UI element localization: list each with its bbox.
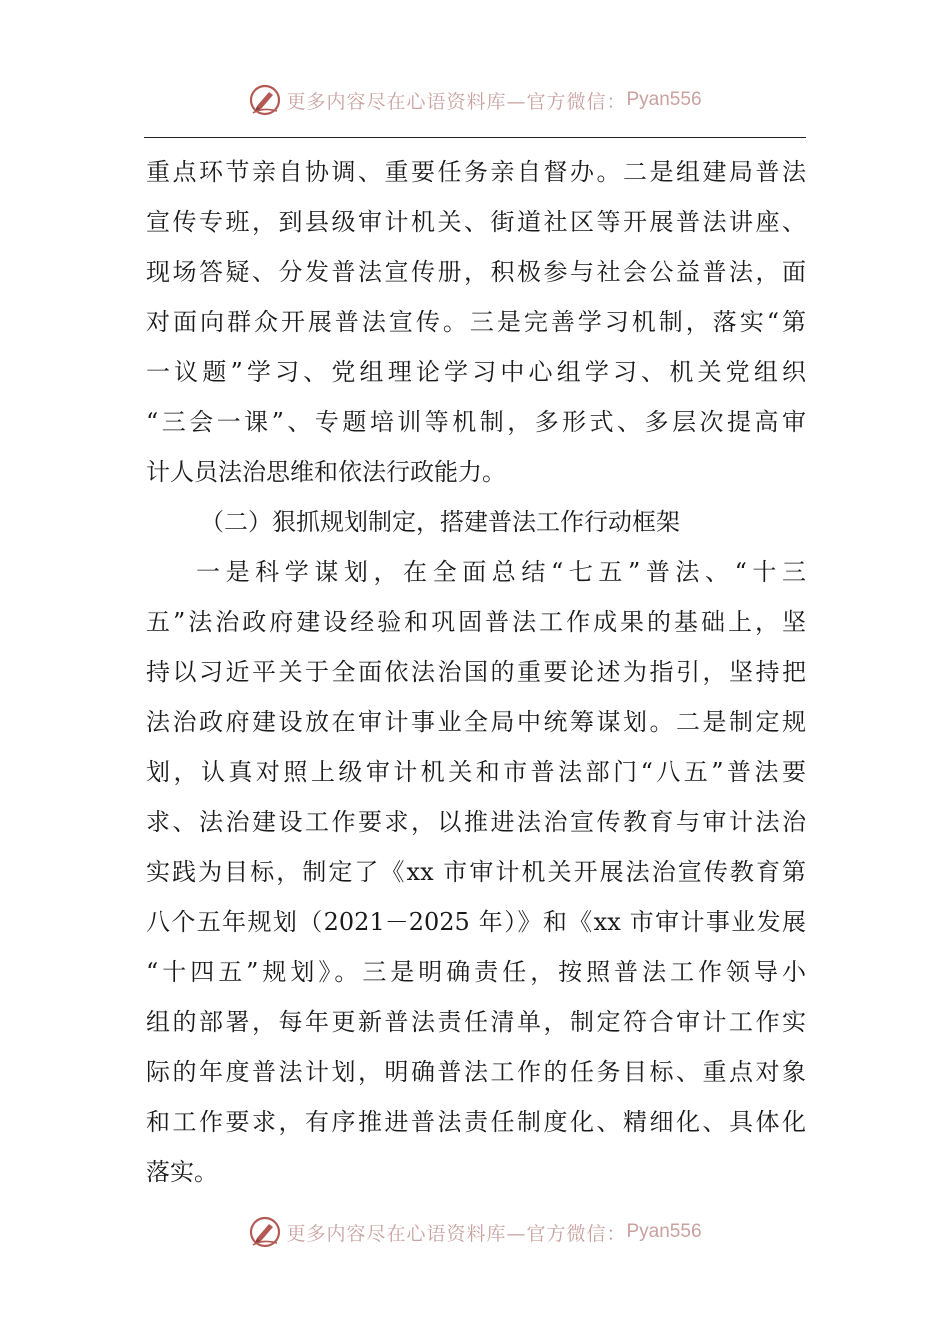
header-watermark [0,78,950,122]
logo-icon [248,83,282,117]
watermark-text: 更多内容尽在心语资料库—官方微信： [286,1222,627,1245]
body-line: 落实。 [146,1158,218,1186]
body-line: “三会一课”、专题培训等机制，多形式、多层次提高审 [146,408,806,436]
document-body [146,147,806,1197]
body-line: 组的部署，每年更新普法责任清单，制定符合审计工作实 [146,1008,806,1036]
body-line: 计人员法治思维和依法行政能力。 [146,458,506,486]
body-line: 一是科学谋划，在全面总结“七五”普法、“十三 [196,558,806,586]
section-heading: （二）狠抓规划制定，搭建普法工作行动框架 [200,508,680,536]
body-line: 法治政府建设放在审计事业全局中统筹谋划。二是制定规 [146,708,806,736]
header-divider [144,137,806,138]
body-line: 求、法治建设工作要求，以推进法治宣传教育与审计法治 [146,808,806,836]
body-line: 一议题”学习、党组理论学习中心组学习、机关党组织 [146,358,806,386]
body-line: 重点环节亲自协调、重要任务亲自督办。二是组建局普法 [146,158,806,186]
watermark-wechat-id: Pyan556 [626,89,702,110]
body-line: 实践为目标，制定了《xx 市审计机关开展法治宣传教育第 [146,858,806,886]
body-line: 对面向群众开展普法宣传。三是完善学习机制，落实“第 [146,308,806,336]
body-line: 际的年度普法计划，明确普法工作的任务目标、重点对象 [146,1058,806,1086]
body-line: 和工作要求，有序推进普法责任制度化、精细化、具体化 [146,1108,806,1136]
body-line: “十四五”规划》。三是明确责任，按照普法工作领导小 [146,958,806,986]
logo-icon [248,1215,282,1249]
watermark-text: 更多内容尽在心语资料库—官方微信： [286,90,627,113]
watermark-wechat-id: Pyan556 [626,1221,702,1242]
body-line: 划，认真对照上级审计机关和市普法部门“八五”普法要 [146,758,806,786]
body-line: 现场答疑、分发普法宣传册，积极参与社会公益普法，面 [146,258,806,286]
footer-watermark [0,1210,950,1254]
body-line: 宣传专班，到县级审计机关、街道社区等开展普法讲座、 [146,208,806,236]
body-line: 持以习近平关于全面依法治国的重要论述为指引，坚持把 [146,658,806,686]
body-line: 八个五年规划（2021－2025 年）》和《xx 市审计事业发展 [146,908,806,936]
body-line: 五”法治政府建设经验和巩固普法工作成果的基础上，坚 [146,608,806,636]
